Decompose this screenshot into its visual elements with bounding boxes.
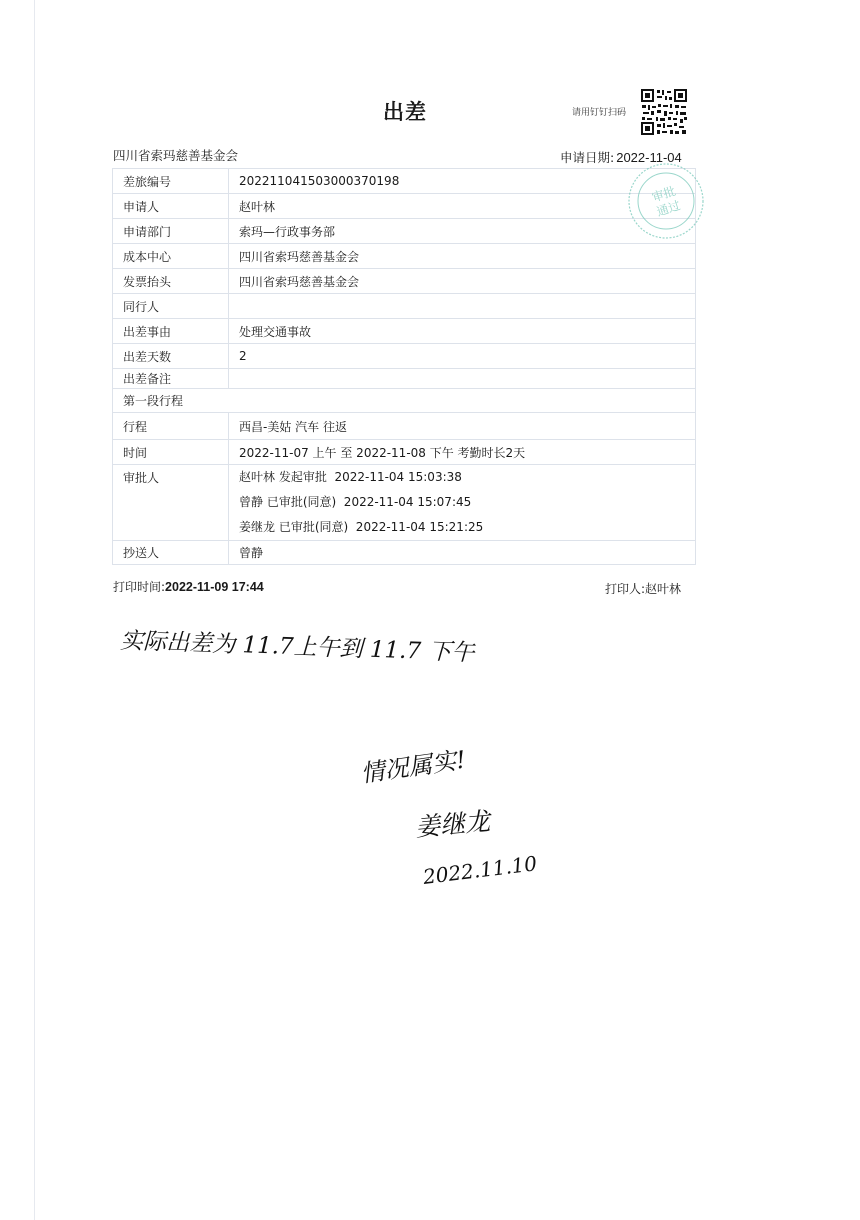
form-label: 时间 <box>113 440 229 465</box>
form-label: 行程 <box>113 413 229 440</box>
qr-scan-hint: 请用钉钉扫码 <box>572 108 627 118</box>
form-label: 发票抬头 <box>113 269 229 294</box>
applicant-value: 赵叶林 <box>229 194 696 219</box>
cost-center-value: 四川省索玛慈善基金会 <box>229 244 696 269</box>
approval-entry: 曾静 已审批(同意) 2022-11-04 15:07:45 <box>239 495 472 509</box>
stamp-text-line2: 通过 <box>654 198 683 219</box>
reason-value: 处理交通事故 <box>229 319 696 344</box>
trip-number-value: 202211041503000370198 <box>229 169 696 194</box>
handwritten-comment: 情况属实! <box>358 745 468 788</box>
apply-date-label: 申请日期: <box>560 150 615 165</box>
form-label: 审批人 <box>113 465 229 541</box>
department-value: 索玛—行政事务部 <box>229 219 696 244</box>
stamp-text-line1: 审批 <box>650 183 678 205</box>
days-value: 2 <box>229 344 696 369</box>
form-label: 同行人 <box>113 294 229 319</box>
printer-label: 打印人: <box>605 582 646 596</box>
organization-name: 四川省索玛慈善基金会 <box>113 148 239 163</box>
approval-entry: 姜继龙 已审批(同意) 2022-11-04 15:21:25 <box>239 520 484 534</box>
form-label: 差旅编号 <box>113 169 229 194</box>
route-value: 西昌-美姑 汽车 往返 <box>229 413 696 440</box>
form-label: 成本中心 <box>113 244 229 269</box>
document-title: 出差 <box>383 100 427 124</box>
form-label: 出差天数 <box>113 344 229 369</box>
form-label: 抄送人 <box>113 541 229 565</box>
form-label: 申请部门 <box>113 219 229 244</box>
invoice-title-value: 四川省索玛慈善基金会 <box>229 269 696 294</box>
handwritten-signature: 姜继龙 <box>413 806 492 842</box>
print-time-value: 2022-11-09 17:44 <box>165 580 264 594</box>
cc-value: 曾静 <box>229 541 696 565</box>
approval-entry: 赵叶林 发起审批 2022-11-04 15:03:38 <box>239 470 462 484</box>
form-label: 出差备注 <box>113 369 229 389</box>
print-time-label: 打印时间: <box>113 580 166 594</box>
handwritten-note: 实际出差为 11.7上午到 11.7 下午 <box>119 628 475 667</box>
printer-value: 赵叶林 <box>645 582 682 596</box>
form-label: 申请人 <box>113 194 229 219</box>
handwritten-date: 2022.11.10 <box>421 851 539 889</box>
form-label: 出差事由 <box>113 319 229 344</box>
time-value: 2022-11-07 上午 至 2022-11-08 下午 考勤时长2天 <box>229 440 696 465</box>
apply-date-value: 2022-11-04 <box>616 150 682 165</box>
segment-heading: 第一段行程 <box>113 389 696 413</box>
